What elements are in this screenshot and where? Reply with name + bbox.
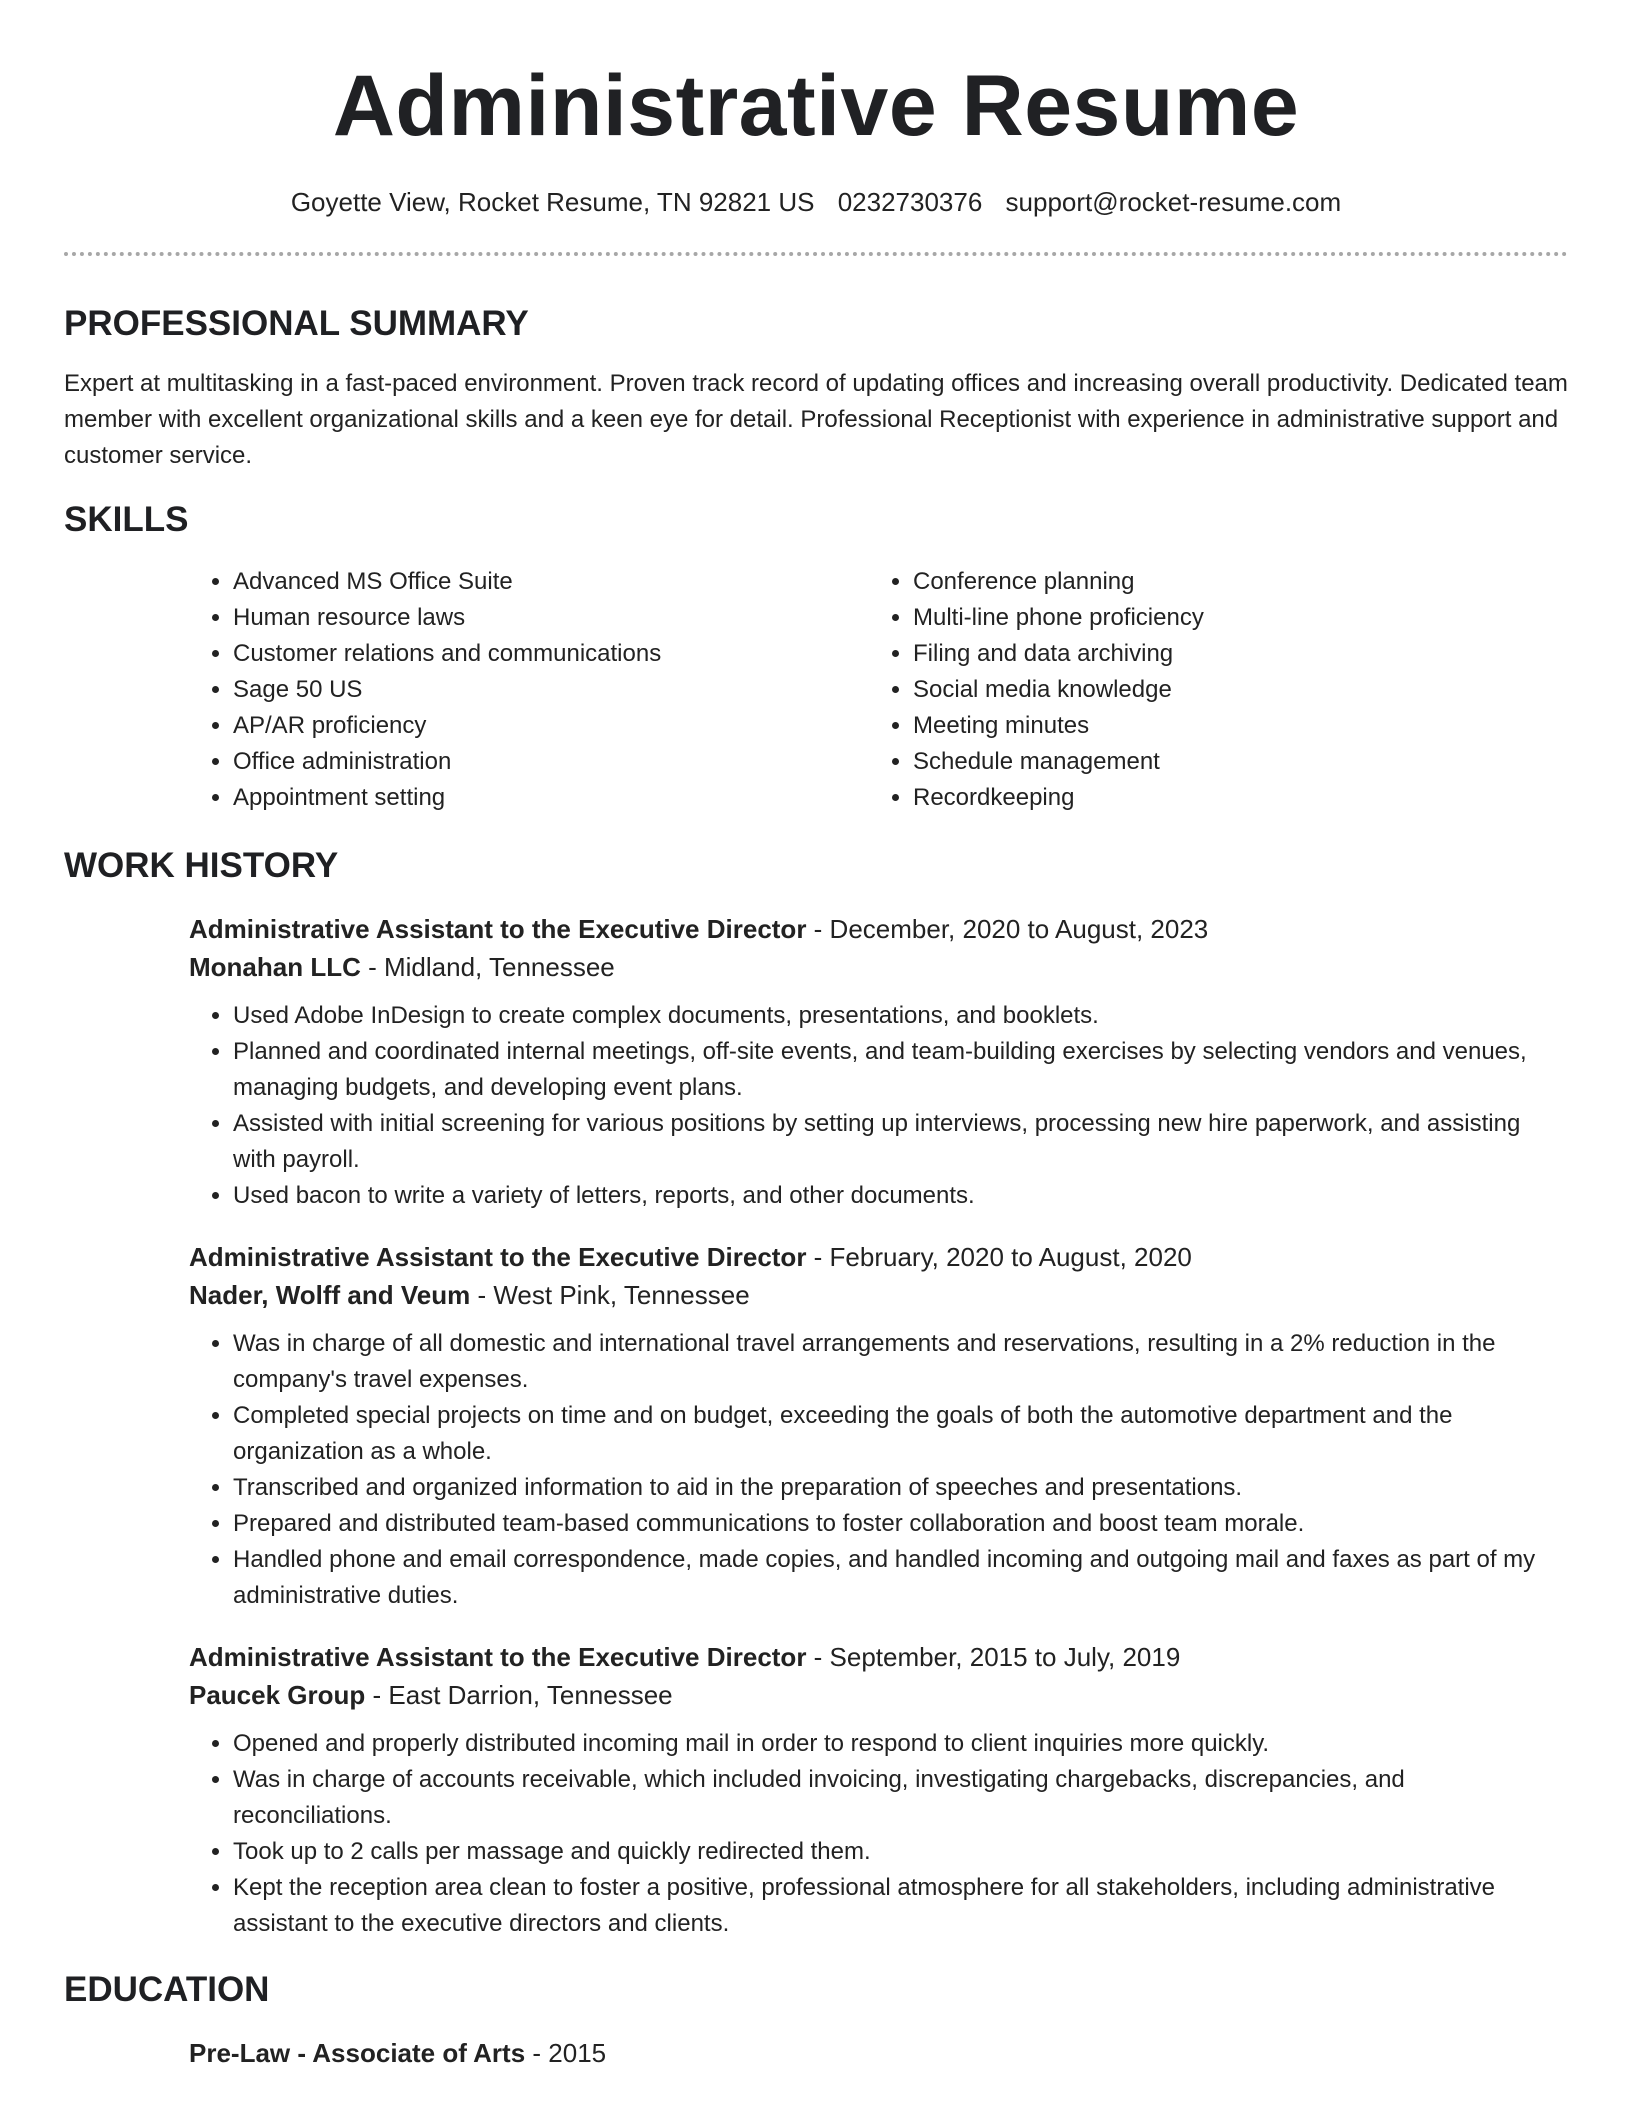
job-bullet: • Used Adobe InDesign to create complex documents, presentations, and booklets.: [233, 998, 1568, 1034]
job-bullet: • Used bacon to write a variety of letters, reports, and other documents.: [233, 1178, 1568, 1214]
job-company-line: [189, 948, 1568, 986]
job-dates: - February, 2020 to August, 2020: [806, 1242, 1192, 1272]
skill-item: • Conference planning: [913, 564, 1549, 600]
skill-item: • Multi-line phone proficiency: [913, 600, 1549, 636]
job-bullet: • Opened and properly distributed incoming mail in order to respond to client inquiries more quickly.: [233, 1726, 1568, 1762]
job-bullets: [189, 998, 1568, 1214]
skill-item: • Filing and data archiving: [913, 636, 1549, 672]
skill-item: • AP/AR proficiency: [233, 708, 869, 744]
header-divider: [64, 252, 1568, 256]
education-section: [64, 1968, 1568, 2072]
job-location: - Midland, Tennessee: [360, 952, 615, 982]
job-role: Administrative Assistant to the Executive Director: [189, 1642, 807, 1672]
skill-item: • Appointment setting: [233, 780, 869, 816]
skill-item: • Customer relations and communications: [233, 636, 869, 672]
work-history-heading: WORK HISTORY: [64, 846, 339, 885]
skills-heading: SKILLS: [64, 500, 189, 539]
summary-text: Expert at multitasking in a fast-paced environment. Proven track record of updating offices and increasing overall productivity. Dedicated team member with excellent organizational skills and a keen eye for detail. Professional Receptionist with experience in administrative support and customer service.: [64, 370, 1568, 469]
job-title-line: [189, 1238, 1568, 1276]
job-bullet: • Transcribed and organized information to aid in the preparation of speeches and presentations.: [233, 1470, 1568, 1506]
contact-line: [0, 186, 1632, 218]
job-company-line: [189, 1276, 1568, 1314]
job-bullet: • Assisted with initial screening for various positions by setting up interviews, processing new hire paperwork, and assisting with payroll.: [233, 1106, 1568, 1178]
job-bullets: [189, 1326, 1568, 1614]
skill-item: • Office administration: [233, 744, 869, 780]
job-bullet: • Completed special projects on time and on budget, exceeding the goals of both the automotive department and the organization as a whole.: [233, 1398, 1568, 1470]
skills-grid: [189, 564, 1568, 816]
job-dates: - December, 2020 to August, 2023: [806, 914, 1209, 944]
job-bullet: • Planned and coordinated internal meetings, off-site events, and team-building exercises by selecting vendors and venues, managing budgets, and developing event plans.: [233, 1034, 1568, 1106]
job-dates: - September, 2015 to July, 2019: [806, 1642, 1181, 1672]
job-role: Administrative Assistant to the Executive Director: [189, 914, 807, 944]
education-entry: [189, 2034, 1568, 2072]
job-bullet: • Handled phone and email correspondence, made copies, and handled incoming and outgoing mail and faxes as part of my administrative duties.: [233, 1542, 1568, 1614]
job-company: Monahan LLC: [189, 952, 361, 982]
skills-section: [64, 498, 1568, 816]
summary-heading: PROFESSIONAL SUMMARY: [64, 304, 529, 343]
education-degree: Pre-Law - Associate of Arts: [189, 2038, 526, 2068]
job-bullets: [189, 1726, 1568, 1942]
resume-title: Administrative Resume: [332, 58, 1300, 154]
skill-item: • Schedule management: [913, 744, 1549, 780]
job-company: Paucek Group: [189, 1680, 366, 1710]
education-heading: EDUCATION: [64, 1970, 270, 2009]
skill-item: • Social media knowledge: [913, 672, 1549, 708]
job-entry: [189, 1238, 1568, 1614]
contact-email: support@rocket-resume.com: [1005, 187, 1342, 217]
contact-phone: 0232730376: [837, 187, 983, 217]
contact-address: Goyette View, Rocket Resume, TN 92821 US: [290, 187, 815, 217]
job-title-line: [189, 910, 1568, 948]
skills-column-left: [189, 564, 869, 816]
job-bullet: • Was in charge of accounts receivable, which included invoicing, investigating chargebacks, discrepancies, and reconciliations.: [233, 1762, 1568, 1834]
job-entry: [189, 910, 1568, 1214]
job-title-line: [189, 1638, 1568, 1676]
job-bullet: • Was in charge of all domestic and international travel arrangements and reservations, resulting in a 2% reduction in the company's travel expenses.: [233, 1326, 1568, 1398]
education-year: - 2015: [525, 2038, 607, 2068]
skills-column-right: [869, 564, 1549, 816]
skill-item: • Meeting minutes: [913, 708, 1549, 744]
summary-section: [64, 302, 1568, 474]
job-location: - East Darrion, Tennessee: [365, 1680, 673, 1710]
job-bullet: • Took up to 2 calls per massage and quickly redirected them.: [233, 1834, 1568, 1870]
skill-item: • Sage 50 US: [233, 672, 869, 708]
skill-item: • Advanced MS Office Suite: [233, 564, 869, 600]
job-bullet: • Kept the reception area clean to foster a positive, professional atmosphere for all stakeholders, including administrative assistant to the executive directors and clients.: [233, 1870, 1568, 1942]
job-entry: [189, 1638, 1568, 1942]
job-bullet: • Prepared and distributed team-based communications to foster collaboration and boost team morale.: [233, 1506, 1568, 1542]
work-history-section: [64, 844, 1568, 1942]
skill-item: • Recordkeeping: [913, 780, 1549, 816]
job-company-line: [189, 1676, 1568, 1714]
job-role: Administrative Assistant to the Executive Director: [189, 1242, 807, 1272]
skill-item: • Human resource laws: [233, 600, 869, 636]
job-company: Nader, Wolff and Veum: [189, 1280, 471, 1310]
job-location: - West Pink, Tennessee: [470, 1280, 750, 1310]
